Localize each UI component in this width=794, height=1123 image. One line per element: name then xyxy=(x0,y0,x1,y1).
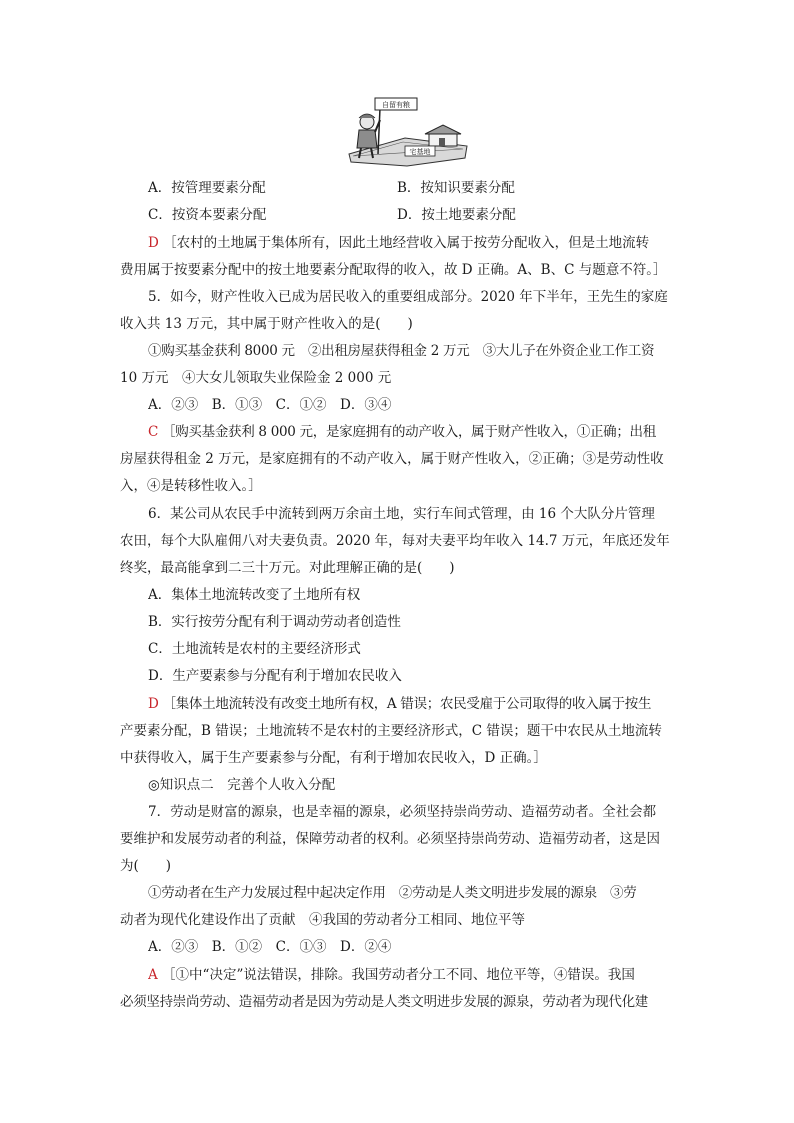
q6-answer: D xyxy=(148,696,159,712)
q5-choices: A．②③ B．①③ C．①② D．③④ xyxy=(148,397,392,413)
q4-option-c: C．按资本要素分配 xyxy=(148,207,267,223)
q7-explanation-line-1: A ［①中“决定”说法错误，排除。我国劳动者分工不同、地位平等，④错误。我国 xyxy=(148,967,635,983)
q5-stem-line-1: 5．如今，财产性收入已成为居民收入的重要组成部分。2020 年下半年，王先生的家庭 xyxy=(148,289,668,305)
q4-answer: D xyxy=(148,235,159,251)
q6-stem-line-3: 终奖，最高能拿到二三十万元。对此理解正确的是( ) xyxy=(120,560,455,576)
q5-explanation-line-3: 入，④是转移性收入。］ xyxy=(120,478,262,494)
q4-option-a: A．按管理要素分配 xyxy=(148,180,266,196)
q6-option-c: C．土地流转是农村的主要经济形式 xyxy=(148,641,361,657)
q7-item-line-1: ①劳动者在生产力发展过程中起决定作用 ②劳动是人类文明进步发展的源泉 ③劳 xyxy=(148,885,637,901)
q7-choices: A．②③ B．①② C．①③ D．②④ xyxy=(148,939,392,955)
q7-stem-line-1: 7．劳动是财富的源泉，也是幸福的源泉，必须坚持崇尚劳动、造福劳动者。全社会都 xyxy=(148,804,657,820)
q7-stem-line-3: 为( ) xyxy=(120,858,172,874)
q4-option-b: B．按知识要素分配 xyxy=(397,180,515,196)
q5-explanation-line-2: 房屋获得租金 2 万元，是家庭拥有的不动产收入，属于财产性收入，②正确；③是劳动性收 xyxy=(120,451,664,467)
sign-label: 自留有粮 xyxy=(382,101,410,109)
q5-stem-line-2: 收入共 13 万元，其中属于财产性收入的是( ) xyxy=(120,316,413,332)
section-heading: ◎知识点二 完善个人收入分配 xyxy=(148,777,336,793)
q5-explanation-line-1: C ［购买基金获利 8 000 元，是家庭拥有的动产收入，属于财产性收入，①正确；出租 xyxy=(148,424,656,440)
q6-explanation-line-2: 产要素分配，B 错误；土地流转不是农村的主要经济形式，C 错误；题干中农民从土地流转 xyxy=(120,723,662,739)
q6-explanation-line-3: 中获得收入，属于生产要素参与分配，有利于增加农民收入，D 正确。］ xyxy=(120,750,547,766)
q5-item-line-2: 10 万元 ④大女儿领取失业保险金 2 000 元 xyxy=(120,370,392,386)
q7-stem-line-2: 要维护和发展劳动者的利益，保障劳动者的权利。必须坚持崇尚劳动、造福劳动者，这是因 xyxy=(120,831,660,847)
q6-stem-line-1: 6．某公司从农民手中流转到两万余亩土地，实行车间式管理，由 16 个大队分片管理 xyxy=(148,506,655,522)
q6-stem-line-2: 农田，每个大队雇佣八对夫妻负责。2020 年，每对夫妻平均年收入 14.7 万元，年底还发年 xyxy=(120,533,670,549)
q4-explanation-line-2: 费用属于按要素分配中的按土地要素分配取得的收入，故 D 正确。A、B、C 与题意不符。］ xyxy=(120,262,667,278)
q7-item-line-2: 动者为现代化建设作出了贡献 ④我国的劳动者分工相同、地位平等 xyxy=(120,912,525,928)
land-label: 宅基地 xyxy=(409,148,431,156)
q6-explanation-line-1: D ［集体土地流转没有改变土地所有权，A 错误；农民受雇于公司取得的收入属于按生 xyxy=(148,696,652,712)
q6-option-b: B．实行按劳分配有利于调动劳动者创造性 xyxy=(148,614,401,630)
q7-explanation-line-2: 必须坚持崇尚劳动、造福劳动者是因为劳动是人类文明进步发展的源泉，劳动者为现代化建 xyxy=(120,994,648,1010)
q5-answer: C xyxy=(148,424,159,440)
q7-answer: A xyxy=(148,967,158,983)
q6-option-d: D．生产要素参与分配有利于增加农民收入 xyxy=(148,668,402,684)
q4-explanation-line-1: D ［农村的土地属于集体所有，因此土地经营收入属于按劳分配收入，但是土地流转 xyxy=(148,235,650,251)
q5-item-line-1: ①购买基金获利 8000 元 ②出租房屋获得租金 2 万元 ③大儿子在外资企业工作工资 xyxy=(148,343,655,359)
q4-option-d: D．按土地要素分配 xyxy=(397,207,516,223)
q6-option-a: A．集体土地流转改变了土地所有权 xyxy=(148,587,361,603)
farmer-land-illustration xyxy=(345,96,469,168)
